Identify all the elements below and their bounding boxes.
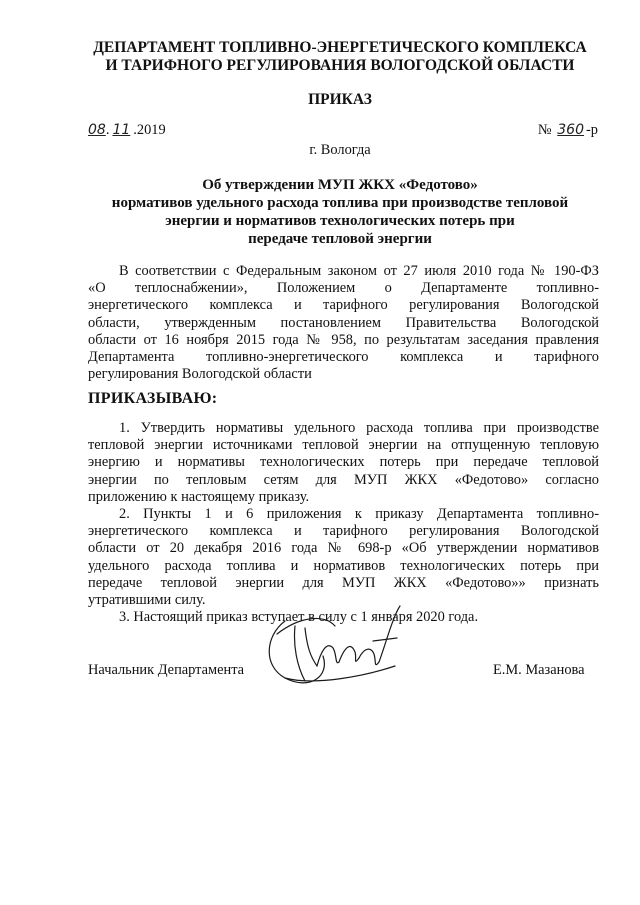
number-prefix: №: [537, 122, 552, 138]
signatory-position: Начальник Департамента: [88, 662, 245, 678]
item2-line-1: 2. Пункты 1 и 6 приложения к приказу Департамента топливно-: [119, 506, 599, 522]
preamble-line-5: области от 16 ноября 2015 года № 958, по результатам заседания правления: [88, 331, 599, 348]
preamble-line-3: энергетического комплекса и тарифного регулирования Вологодской: [88, 297, 599, 314]
date-month: 11: [112, 122, 131, 138]
department-name-line-2: И ТАРИФНОГО РЕГУЛИРОВАНИЯ ВОЛОГОДСКОЙ ОБЛАСТИ: [105, 57, 575, 74]
preamble-line-7: регулирования Вологодской области: [88, 366, 312, 383]
item1-line-5: приложению к настоящему приказу.: [88, 488, 310, 505]
preamble-line-2: «О теплоснабжении», Положением о Департаменте топливно-: [88, 280, 599, 297]
preamble-line-4: области, утвержденным постановлением Правительства Вологодской: [88, 314, 599, 331]
order-word: ПРИКАЗЫВАЮ:: [88, 390, 218, 407]
item2-line-2: энергетического комплекса и тарифного регулирования Вологодской: [88, 523, 599, 540]
number-value: 360: [557, 122, 584, 138]
department-name-line-1: ДЕПАРТАМЕНТ ТОПЛИВНО-ЭНЕРГЕТИЧЕСКОГО КОМПЛЕКСА: [93, 39, 587, 56]
item2-line-3: области от 20 декабря 2016 года № 698-р «Об утверждении нормативов: [88, 540, 599, 557]
title-line-2: нормативов удельного расхода топлива при производстве тепловой: [111, 195, 569, 211]
item2-line-5: передаче тепловой энергии для МУП ЖКХ «Федотово»» признать: [88, 574, 599, 591]
item1-line-1: 1. Утвердить нормативы удельного расхода топлива при производстве: [119, 420, 599, 436]
handwritten-signature: [255, 596, 415, 696]
title-line-1: Об утверждении МУП ЖКХ «Федотово»: [202, 177, 478, 193]
number-suffix: -р: [586, 122, 598, 138]
title-line-3: энергии и нормативов технологических потерь при: [165, 213, 515, 229]
item3-line-1: 3. Настоящий приказ вступает в силу с 1 января 2020 года.: [119, 609, 479, 625]
date-year: 2019: [136, 122, 166, 138]
date-day: 08: [88, 122, 106, 138]
preamble-line-6: Департамента топливно-энергетического комплекса и тарифного: [88, 349, 599, 366]
document-number: [538, 122, 598, 139]
item1-line-4: энергии по тепловым сетям для МУП ЖКХ «Федотово» согласно: [88, 471, 599, 488]
item2-line-6: утратившими силу.: [88, 592, 206, 609]
item2-line-4: удельного расхода топлива и нормативов технологических потерь при: [88, 557, 599, 574]
city: г. Вологда: [309, 142, 371, 158]
signatory-name: Е.М. Мазанова: [493, 662, 585, 678]
document-date: [88, 122, 166, 139]
preamble: [88, 263, 599, 383]
date-sep-1: .: [105, 122, 110, 138]
item1-line-3: энергию и нормативы технологических потерь при передаче тепловой: [88, 454, 599, 471]
date-sep-2: .: [133, 122, 137, 138]
preamble-line-1: В соответствии с Федеральным законом от 27 июля 2010 года № 190-ФЗ: [119, 263, 599, 279]
item1-line-2: тепловой энергии источниками тепловой энергии на отпущенную тепловую: [88, 437, 599, 454]
document-type: ПРИКАЗ: [308, 91, 372, 108]
title-line-4: передаче тепловой энергии: [248, 231, 432, 247]
order-item-2: [88, 506, 599, 609]
order-item-1: [88, 420, 599, 506]
